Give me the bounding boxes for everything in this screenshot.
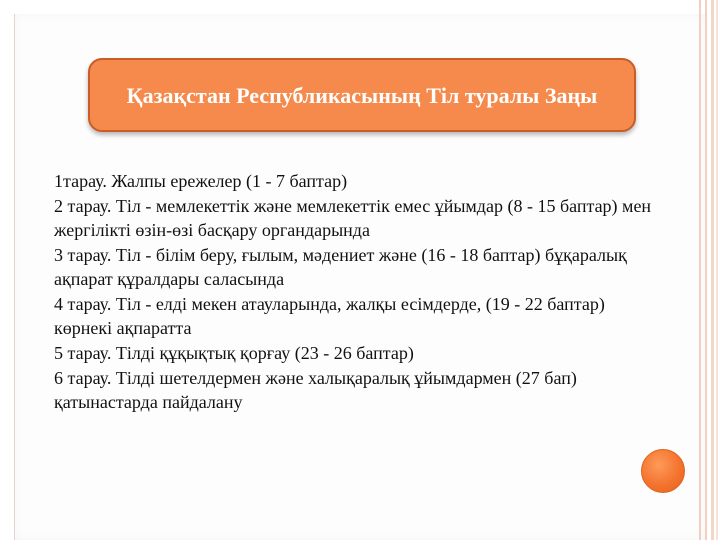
chapter-item-4: 4 тарау. Тіл - елді мекен атауларында, жалқы есімдерде, (19 - 22 баптар) көрнекі ақпаратта	[54, 294, 605, 338]
decorative-stripe	[716, 0, 718, 540]
decorative-stripe	[711, 0, 714, 540]
decorative-stripe	[699, 0, 701, 540]
decorative-stripe	[705, 0, 707, 540]
title-box	[88, 58, 636, 132]
chapter-item-6: 6 тарау. Тілді шетелдермен және халықаралық ұйымдармен (27 бап) қатынастарда пайдалану	[54, 368, 577, 412]
orange-circle-decoration	[641, 449, 685, 493]
chapter-item-2: 2 тарау. Тіл - мемлекеттік және мемлекеттік емес ұйымдар (8 - 15 баптар) мен жергілікті өзін-өзі басқару органдарында	[54, 196, 652, 240]
slide-title: Қазақстан Республикасының Тіл туралы Заңы	[126, 82, 598, 108]
chapter-list	[54, 169, 654, 415]
chapter-item-3: 3 тарау. Тіл - білім беру, ғылым, мәдениет және (16 - 18 баптар) бұқаралық ақпарат құралдары саласында	[54, 245, 627, 289]
chapter-item-1: 1тарау. Жалпы ережелер (1 - 7 баптар)	[54, 171, 348, 191]
chapter-item-5: 5 тарау. Тілді құқықтық қорғау (23 - 26 баптар)	[54, 343, 414, 363]
